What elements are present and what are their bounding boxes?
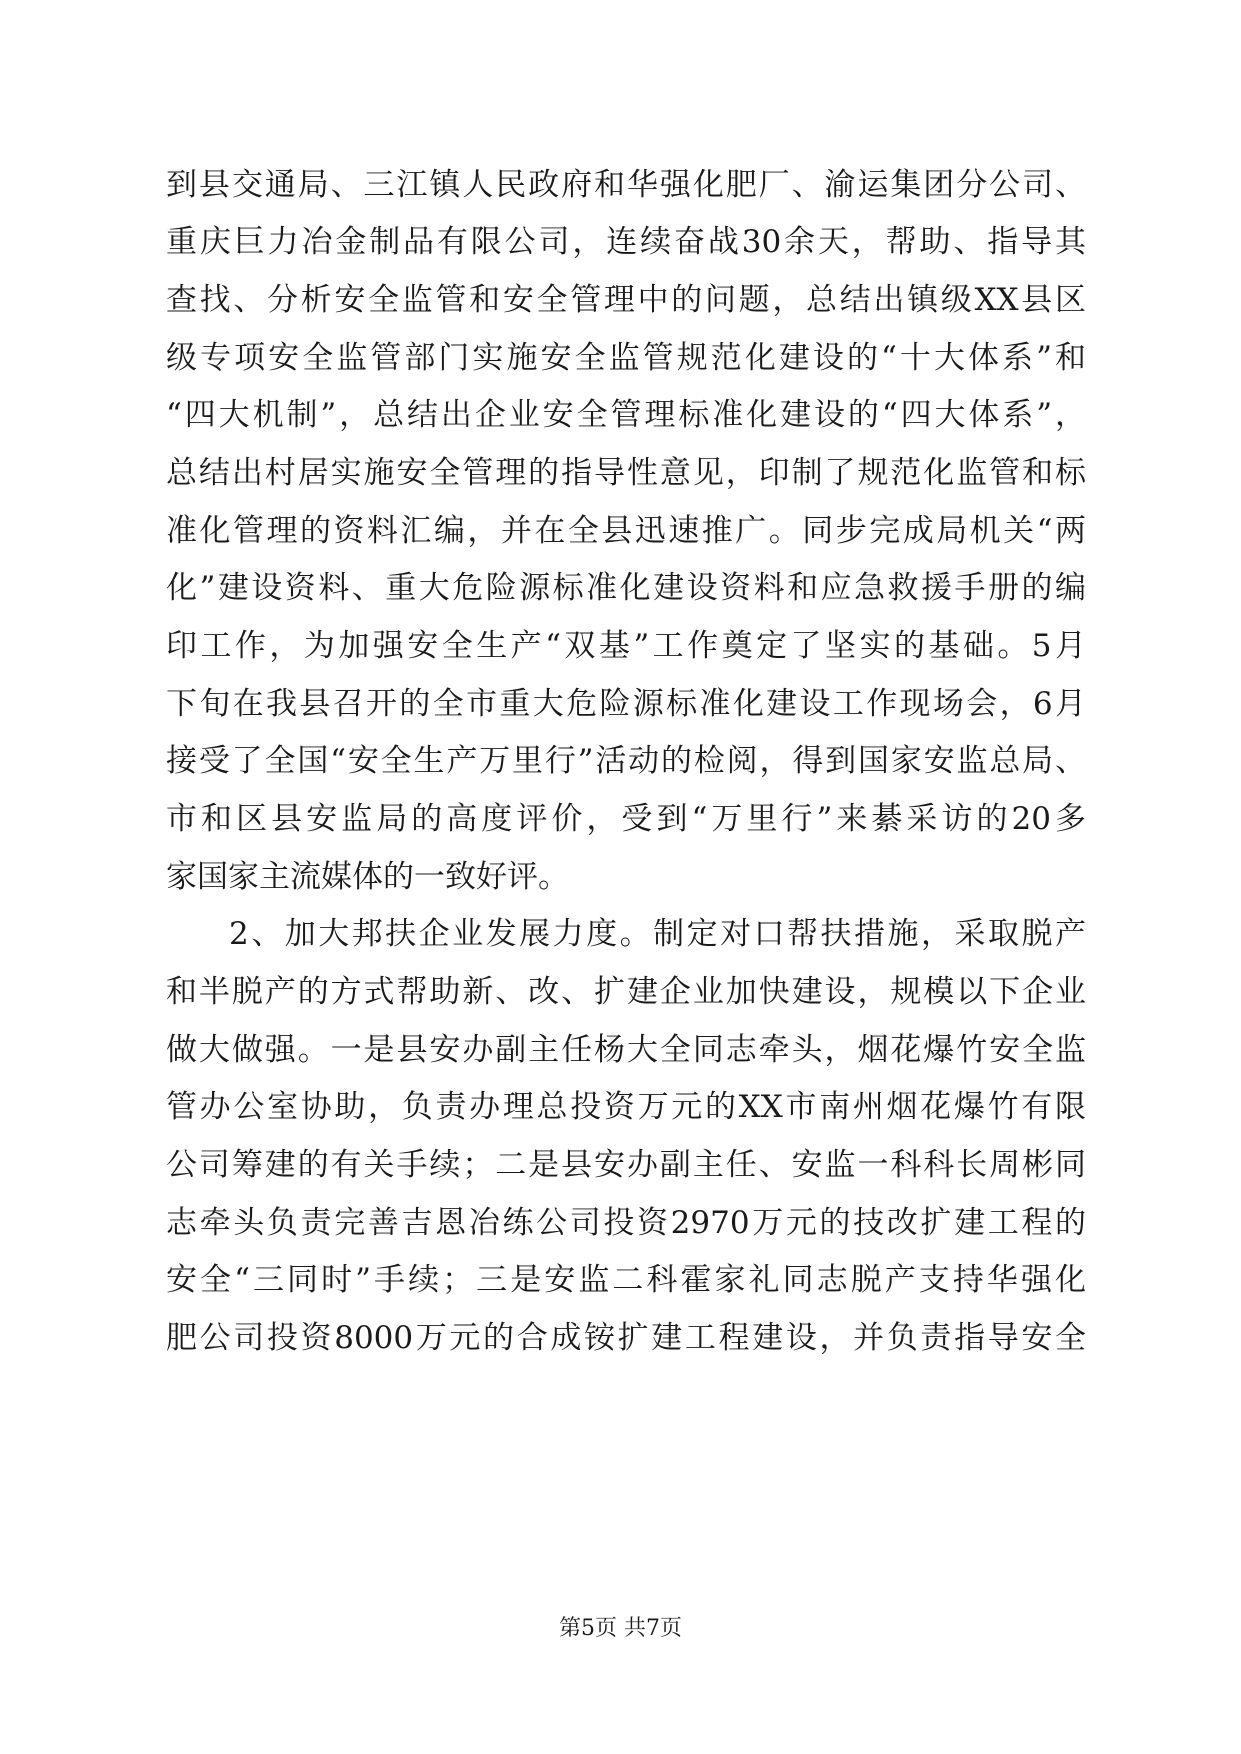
paragraph-line: 总结出村居实施安全管理的指导性意见，印制了规范化监管和标 <box>166 455 1086 491</box>
paragraph-line: 下旬在我县召开的全市重大危险源标准化建设工作现场会，6月 <box>166 686 1086 722</box>
paragraph-line: 安全“三同时”手续；三是安监二科霍家礼同志脱产支持华强化 <box>166 1262 1086 1298</box>
paragraph-line: 肥公司投资8000万元的合成铵扩建工程建设，并负责指导安全 <box>166 1320 1086 1356</box>
paragraph-line: 接受了全国“安全生产万里行”活动的检阅，得到国家安监总局、 <box>166 743 1086 779</box>
paragraph-line: 印工作，为加强安全生产“双基”工作奠定了坚实的基础。5月 <box>166 628 1086 664</box>
paragraph-line: 家国家主流媒体的一致好评。 <box>166 859 569 895</box>
paragraph-line: 到县交通局、三江镇人民政府和华强化肥厂、渝运集团分公司、 <box>166 167 1086 203</box>
paragraph-line: 和半脱产的方式帮助新、改、扩建企业加快建设，规模以下企业 <box>166 974 1086 1010</box>
paragraph-line: 级专项安全监管部门实施安全监管规范化建设的“十大体系”和 <box>166 340 1086 376</box>
paragraph-line: 志牵头负责完善吉恩冶练公司投资2970万元的技改扩建工程的 <box>166 1205 1086 1241</box>
paragraph-line: 公司筹建的有关手续；二是县安办副主任、安监一科科长周彬同 <box>166 1147 1086 1183</box>
paragraph-line: “四大机制”，总结出企业安全管理标准化建设的“四大体系”， <box>166 397 1086 433</box>
paragraph-line: 准化管理的资料汇编，并在全县迅速推广。同步完成局机关“两 <box>166 513 1086 549</box>
paragraph-line: 重庆巨力冶金制品有限公司，连续奋战30余天，帮助、指导其 <box>166 224 1086 260</box>
paragraph-line: 2、加大邦扶企业发展力度。制定对口帮扶措施，采取脱产 <box>229 916 1086 952</box>
paragraph-line: 做大做强。一是县安办副主任杨大全同志牵头，烟花爆竹安全监 <box>166 1032 1086 1068</box>
paragraph-line: 市和区县安监局的高度评价，受到“万里行”来綦采访的20多 <box>166 801 1086 837</box>
paragraph-line: 查找、分析安全监管和安全管理中的问题，总结出镇级XX县区 <box>166 282 1086 318</box>
paragraph-line: 化”建设资料、重大危险源标准化建设资料和应急救援手册的编 <box>166 570 1086 606</box>
page-footer: 第5页 共7页 <box>559 1616 682 1641</box>
paragraph-line: 管办公室协助，负责办理总投资万元的XX市南州烟花爆竹有限 <box>166 1089 1086 1125</box>
